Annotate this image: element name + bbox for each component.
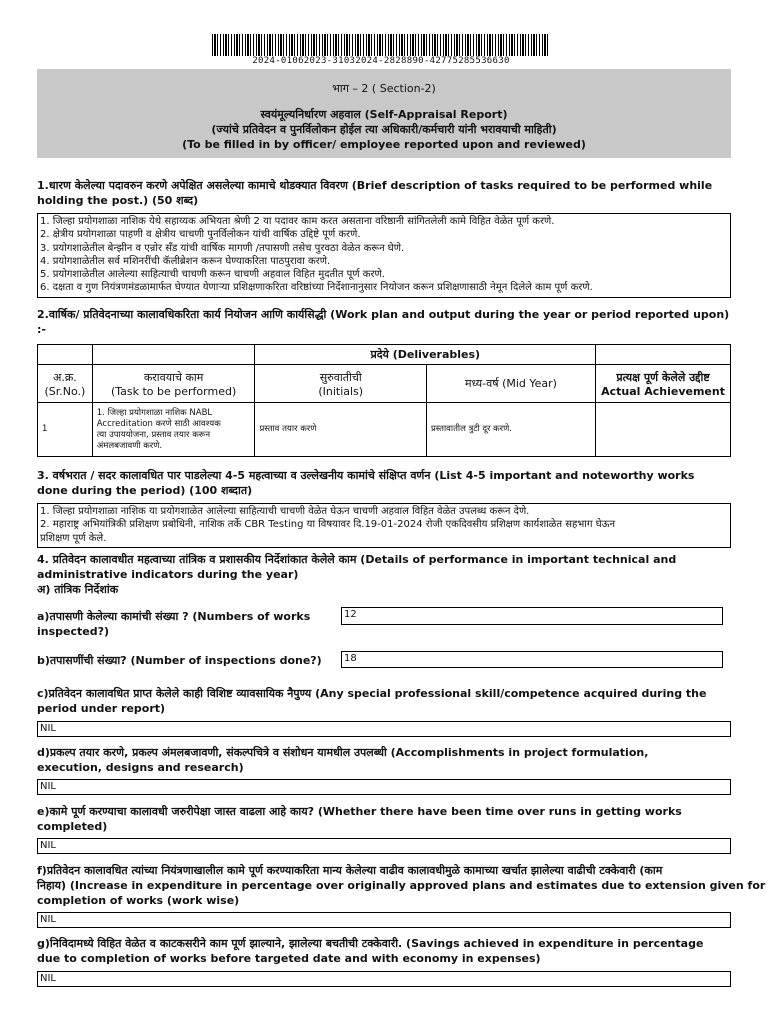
q4c-label-line1: c)प्रतिवेदन कालावधित प्राप्त केलेले काही विशिष्ट व्यावसायिक नैपुण्य (Any special professional skill/competence acquired during the <box>37 687 707 700</box>
q4e-label <box>37 804 731 834</box>
q4g-label-line1: g)निविदामध्ये विहित वेळेत व काटकसरीने काम पूर्ण झाल्याने, झालेल्या बचतीची टक्केवारी. (Savings achieved in expenditure in percentage <box>37 937 704 950</box>
row-mid-year: प्रस्तावातील त्रुटी दूर करणे. <box>426 403 595 457</box>
q4e-label-line2: completed) <box>37 820 108 833</box>
col-task-label-mr: करावयाचे काम <box>143 370 204 384</box>
q4d-label-line1: d)प्रकल्प तयार करणे, प्रकल्प अंमलबजावणी, संकल्पचित्रे व संशोधन यामधील उपलब्धी (Accomplishments in project formulation, <box>37 746 649 759</box>
barcode-number: 2024-01062023-31032024-2828890-42775285536630 <box>252 56 510 66</box>
q4a-label-line2: inspected?) <box>37 625 110 638</box>
q4f-label-line1: f)प्रतिवेदन कालावधित त्यांच्या नियंत्रणाखालील कामे पूर्ण करण्याकरिता मान्य केलेल्या वाढीव कालावधीमुळे कामाच्या खर्चात झालेल्या वाढीची टक्केवारी (काम <box>37 864 663 877</box>
savings-achieved-field[interactable]: NIL <box>37 971 731 987</box>
row-task-line: Accreditation करणे साठी आवश्यक <box>96 418 221 429</box>
q1-heading-line2: holding the post.) (50 शब्द) <box>37 194 199 207</box>
deliverables-header: प्रदेये (Deliverables) <box>255 345 596 365</box>
q3-answer-box[interactable] <box>37 503 731 548</box>
row-task-line: 1. जिल्हा प्रयोगशाळा नाशिक NABL <box>96 407 213 418</box>
q4a-label-line1: a)तपासणी केलेल्या कामांची संख्या ? (Numbers of works <box>37 610 311 623</box>
q3-line: 2. महाराष्ट्र अभियांत्रिकी प्रशिक्षण प्रबोधिनी, नाशिक तर्के CBR Testing या विषयावर दि.19-01-2024 रोजी एकदिवसीय प्रशिक्षण कार्यशाळेत सहभाग घेऊन <box>40 519 616 531</box>
q3-heading-line2: done during the period) (100 शब्दात) <box>37 484 253 497</box>
q1-heading-line1: 1.धारण केलेल्या पदावरुन करणे अपेक्षित असलेल्या कामाचे थोडक्यात विवरण (Brief description of tasks required to be performed while <box>37 179 713 192</box>
q1-answer-box[interactable] <box>37 213 731 298</box>
q2-heading-line1: 2.वार्षिक/ प्रतिवेदनाच्या कालावधिकरिता कार्य नियोजन आणि कार्यसिद्धी (Work plan and output during the year or period reported upon) <box>37 308 730 321</box>
q1-heading <box>37 178 731 208</box>
q4b-label: b)तपासणींची संख्या? (Number of inspections done?) <box>37 654 322 667</box>
col-task <box>92 365 255 403</box>
q4-subheading-technical: अ) तांत्रिक निर्देशांक <box>37 583 119 596</box>
row-task <box>92 403 255 457</box>
inspections-done-field[interactable]: 18 <box>341 651 723 668</box>
q4f-label-line3: completion of works (work wise) <box>37 894 240 907</box>
q3-line: प्रशिक्षण पूर्ण केले. <box>40 532 107 544</box>
time-overrun-field[interactable]: NIL <box>37 838 731 854</box>
col-mid-year: मध्य-वर्ष (Mid Year) <box>426 365 595 403</box>
q1-line: 5. प्रयोगशाळेतील आलेल्या साहित्याची चाचणी करून चाचणी अहवाल विहित मुदतीत पूर्ण करणे. <box>40 269 385 281</box>
project-accomplishments-field[interactable]: NIL <box>37 779 731 795</box>
row-actual <box>596 403 731 457</box>
table-header-row <box>38 345 731 365</box>
works-inspected-field[interactable]: 12 <box>341 607 723 625</box>
q4c-label <box>37 686 731 716</box>
col-sr-label-en: (Sr.No.) <box>44 384 86 398</box>
q4a-label <box>37 609 337 639</box>
q3-heading <box>37 468 731 498</box>
q4f-label-line2: निहाय) (Increase in expenditure in percentage over originally approved plans and estimates due to extension given for <box>37 879 766 892</box>
q4d-label <box>37 745 731 775</box>
q2-heading-line2: :- <box>37 323 46 336</box>
q3-line: 1. जिल्हा प्रयोगशाळा नाशिक या प्रयोगशाळेत आलेल्या साहित्याची चाचणी वेळेत घेऊन चाचणी अहवाल विहित वेळेत उपलब्ध करून देणे. <box>40 506 530 517</box>
q1-line: 3. प्रयोगशाळेतील बेन्झीन व एन्रोर सँड यांची वार्षिक मागणी /तपासणी तसेच पुरवठा वेळेत करून घेणे. <box>40 242 405 254</box>
col-sr-no <box>38 365 93 403</box>
barcode <box>212 34 550 56</box>
col-initials-label-en: (Initials) <box>318 384 364 398</box>
q1-line: 4. प्रयोगशाळेतील सर्व मशिनरींची कॅलीब्रेशन करून घेण्याकरिता पाठपुरावा करणे. <box>40 255 331 267</box>
col-task-label-en: (Task to be performed) <box>110 384 237 398</box>
col-initials <box>255 365 426 403</box>
q4g-label <box>37 936 731 966</box>
q4g-label-line2: due to completion of works before targeted date and with economy in expenses) <box>37 952 541 965</box>
report-subtitle-english: (To be filled in by officer/ employee reported upon and reviewed) <box>182 138 586 151</box>
row-initials: प्रस्ताव तयार करणे <box>255 403 426 457</box>
work-plan-table <box>37 344 731 457</box>
q3-heading-line1: 3. वर्षभरात / सदर कालावधित पार पाडलेल्या 4-5 महत्वाच्या व उल्लेखनीय कामांचे संक्षिप्त वर्णन (List 4-5 important and noteworthy works <box>37 469 695 482</box>
q4d-label-line2: execution, designs and research) <box>37 761 244 774</box>
q2-heading <box>37 307 731 337</box>
q4-heading-line2: administrative indicators during the year) <box>37 568 299 581</box>
professional-skill-field[interactable]: NIL <box>37 721 731 737</box>
row-task-line: त्या उपाययोजना, प्रस्ताव तयार करून <box>96 429 211 440</box>
q4e-label-line1: e)कामे पूर्ण करण्याचा कालावधी जरुरीपेक्षा जास्त वाढला आहे काय? (Whether there have been time over runs in getting works <box>37 805 682 818</box>
table-header-row <box>38 365 731 403</box>
report-subtitle-marathi: (ज्यांचे प्रतिवेदन व पुनर्विलोकन होईल त्या अधिकारी/कर्मचारी यांनी भरावयाची माहिती) <box>211 123 557 136</box>
section-header <box>37 69 731 158</box>
q1-line: 1. जिल्हा प्रयोगशाळा नाशिक येथे सहाय्यक अभियता श्रेणी 2 या पदावर काम करत असताना वरिष्ठानी सांगितलेली कामे विहित वेळेत पूर्ण करणे. <box>40 216 555 227</box>
section-label: भाग – 2 ( Section-2) <box>332 82 436 95</box>
col-actual <box>596 365 731 403</box>
col-sr-label-mr: अ.क्र. <box>52 370 77 384</box>
q4c-label-line2: period under report) <box>37 702 166 715</box>
q4f-label <box>37 863 766 908</box>
q4-heading <box>37 552 731 597</box>
row-sr: 1 <box>38 403 93 457</box>
expenditure-increase-field[interactable]: NIL <box>37 912 731 928</box>
col-actual-label-mr: प्रत्यक्ष पूर्ण केलेले उद्दीष्ट <box>616 370 710 384</box>
q1-line: 6. दक्षता व गुण नियंत्रणमंडळामार्फत घेण्यात येणाऱ्या प्रशिक्षणाकरिता वरिष्ठांच्या निर्देशानानुसार नियोजन करून प्रशिक्षणासाठी नेमून दिलेले काम पूर्ण करणे. <box>40 282 593 294</box>
q4-heading-line1: 4. प्रतिवेदन कालावधीत महत्वाच्या तांत्रिक व प्रशासकीय निर्देशांकात केलेले काम (Details of performance in important technical and <box>37 553 677 566</box>
report-title: स्वयंमूल्यनिर्धारण अहवाल (Self-Appraisal Report) <box>260 108 508 121</box>
row-task-line: अंमलबजावणी करणे. <box>96 440 163 451</box>
table-row <box>38 403 731 457</box>
col-actual-label-en: Actual Achievement <box>601 384 725 398</box>
col-initials-label-mr: सुरुवातीची <box>319 370 362 384</box>
q1-line: 2. क्षेत्रीय प्रयोगशाळा पाहणी व क्षेत्रीय चाचणी पुनर्विलोकन यांची वार्षिक उद्दिष्टे पूर्ण करणे. <box>40 229 361 241</box>
